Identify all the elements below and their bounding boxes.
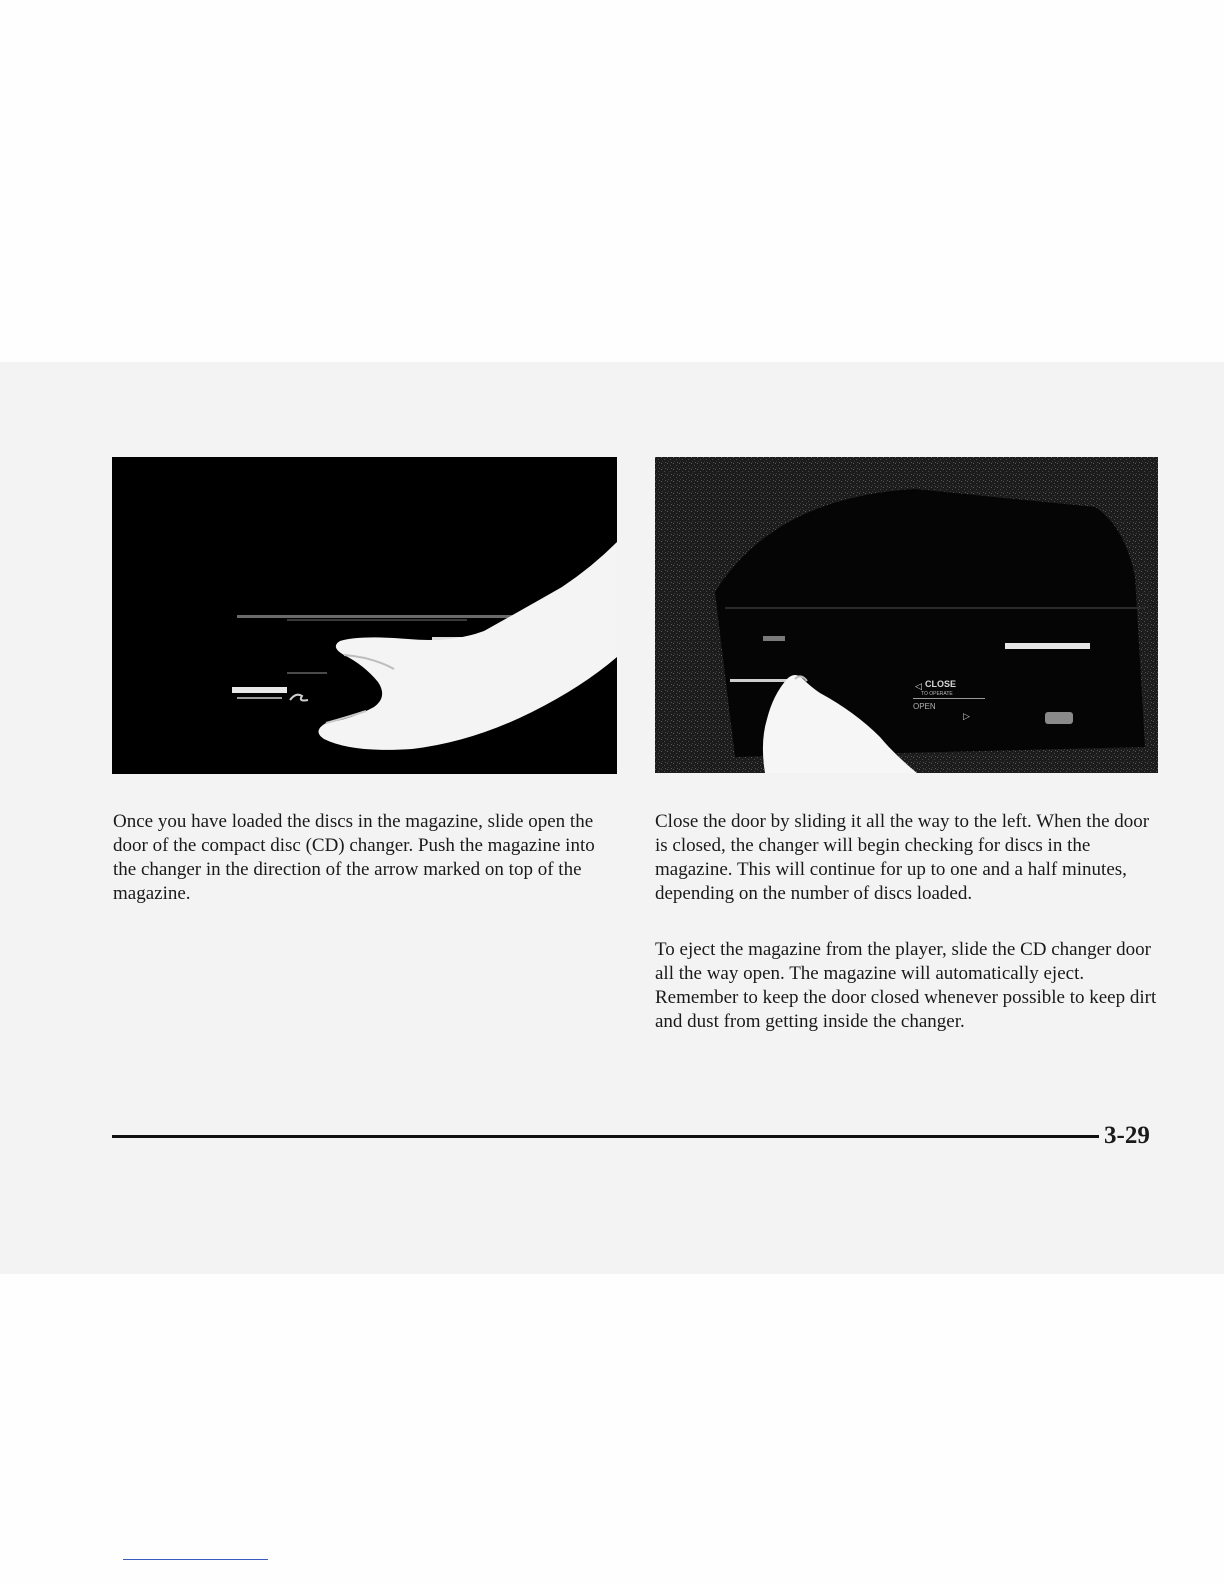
open-arrow-label: ▷ xyxy=(963,711,970,721)
photo-loading-magazine xyxy=(112,457,617,774)
brand-badge-front xyxy=(232,687,287,693)
open-label: OPEN xyxy=(913,702,936,711)
emblem xyxy=(1045,712,1073,724)
footer-rule xyxy=(112,1135,1099,1138)
brand-label xyxy=(1005,643,1090,649)
close-arrow-label: ◁ xyxy=(915,681,922,691)
page-number: 3-29 xyxy=(1104,1122,1150,1149)
changer-illustration-right xyxy=(655,457,1158,773)
changer-top-edge xyxy=(237,615,537,618)
close-sublabel: TO OPERATE xyxy=(921,691,953,697)
changer-illustration-left xyxy=(112,457,617,774)
bottom-margin xyxy=(0,1274,1224,1584)
top-margin xyxy=(0,0,1224,362)
bottom-link-underline xyxy=(123,1559,268,1560)
photo-closing-door xyxy=(655,457,1158,773)
close-label: CLOSE xyxy=(925,679,957,689)
right-paragraph-eject: To eject the magazine from the player, slide the CD changer door all the way open. The magazine will automatically eject. Remember to keep the door closed whenever possible to keep dirt and dust from getting inside the changer. xyxy=(655,939,1157,1032)
left-paragraph: Once you have loaded the discs in the magazine, slide open the door of the compact disc (CD) changer. Push the magazine into the changer in the direction of the arrow marked on top of the magazine. xyxy=(113,811,595,904)
door-slot xyxy=(730,679,790,682)
right-paragraph-close-door: Close the door by sliding it all the way to the left. When the door is closed, the changer will begin checking for discs in the magazine. This will continue for up to one and a half minutes, depending on the number of discs loaded. xyxy=(655,811,1150,904)
model-label xyxy=(763,636,785,641)
